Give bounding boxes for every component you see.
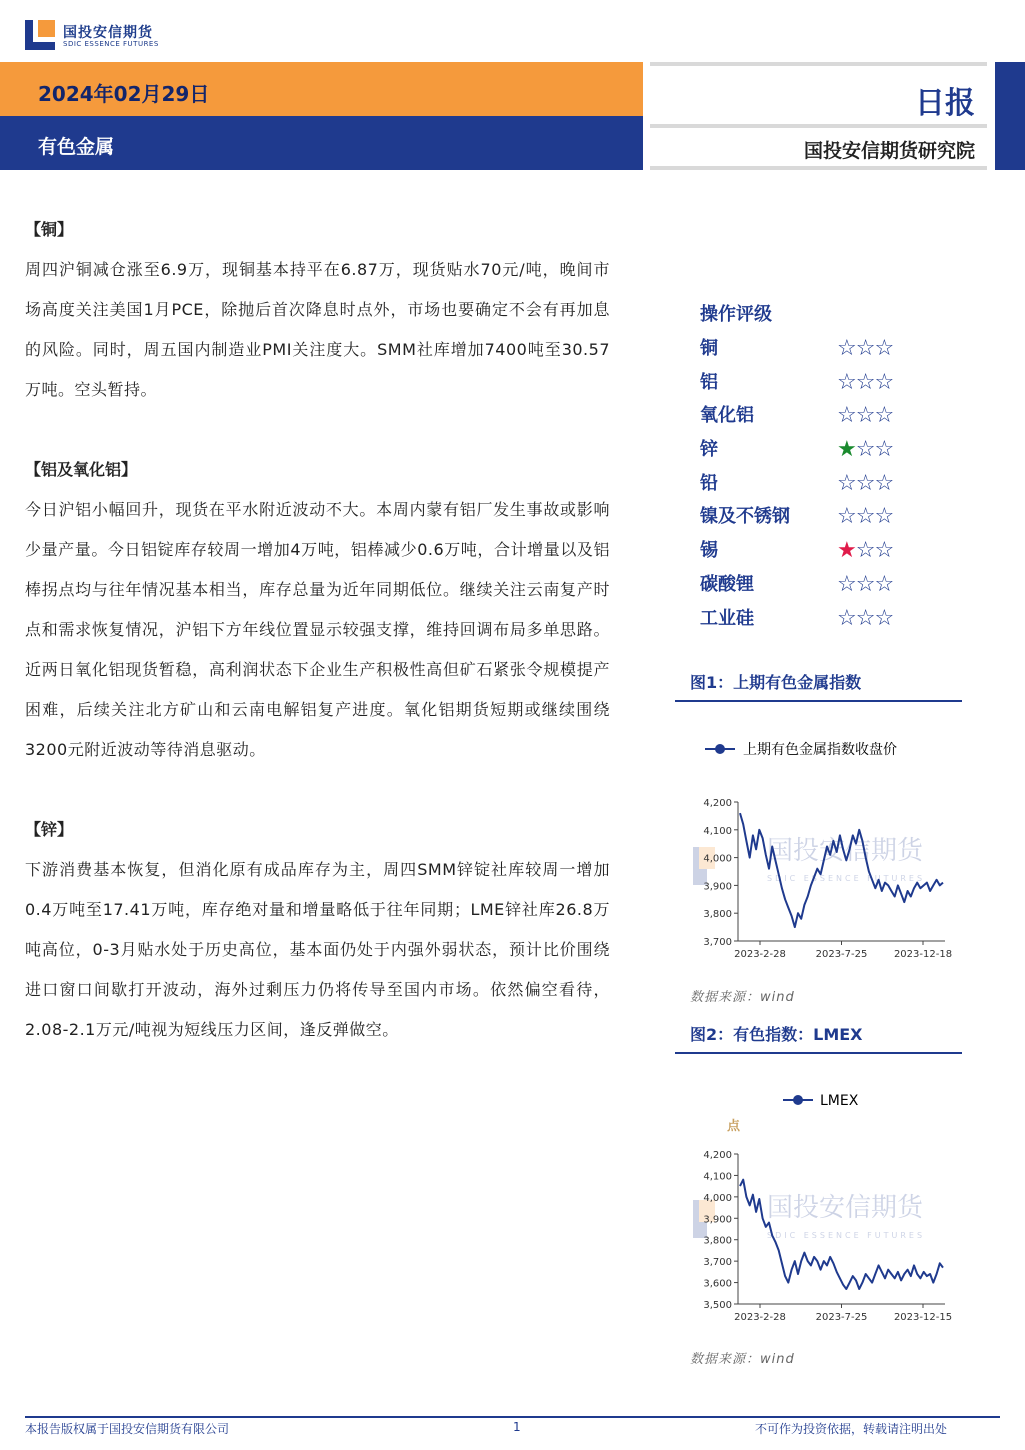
footer-rule	[25, 1416, 1000, 1418]
rating-stars	[837, 568, 893, 602]
watermark-en: SDIC ESSENCE FUTURES	[767, 1231, 926, 1240]
star-outline-icon: ☆	[837, 504, 856, 530]
star-outline-icon: ☆	[855, 336, 875, 361]
y-tick-label: 3,900	[703, 1214, 732, 1226]
legend	[783, 1093, 859, 1109]
section-copper	[25, 210, 610, 410]
x-tick-label: 2023-7-25	[815, 1312, 868, 1323]
figure-1-title: 图1：上期有色金属指数	[690, 673, 862, 692]
date-bar	[0, 62, 643, 116]
y-tick-label: 4,200	[703, 798, 732, 809]
y-tick-label: 3,600	[703, 1278, 732, 1290]
rating-row	[700, 568, 960, 602]
star-outline-icon: ☆	[837, 403, 856, 429]
figure-1-rule	[675, 700, 962, 702]
page-number: 1	[513, 1420, 521, 1434]
report-type-block	[650, 62, 987, 170]
rating-stars	[837, 534, 893, 568]
y-unit-label: 点	[727, 1119, 741, 1134]
divider	[650, 124, 987, 128]
x-tick-label: 2023-12-18	[893, 949, 953, 960]
star-filled-icon: ★	[837, 538, 856, 564]
rating-stars	[837, 399, 893, 433]
y-tick-label: 4,200	[703, 1150, 732, 1161]
legend-label: 上期有色金属指数收盘价	[743, 742, 897, 758]
section-zinc	[25, 810, 610, 1050]
figure-2-chart	[675, 1088, 965, 1332]
logo-mark-icon	[25, 20, 55, 50]
figure-2-source: 数据来源：wind	[690, 1352, 795, 1367]
report-sector: 有色金属	[38, 136, 115, 158]
rating-row	[700, 500, 960, 534]
rating-name: 铅	[700, 472, 718, 494]
star-outline-icon: ☆	[855, 437, 875, 463]
x-tick-label: 2023-12-15	[893, 1312, 953, 1323]
star-outline-icon: ☆	[874, 504, 894, 530]
y-tick-label: 3,800	[703, 1235, 732, 1247]
section-aluminium	[25, 450, 610, 770]
report-date: 2024年02月29日	[38, 82, 210, 106]
star-outline-icon: ☆	[874, 369, 894, 395]
rating-name: 氧化铝	[700, 405, 754, 427]
rating-row	[700, 467, 960, 501]
company-logo	[25, 18, 165, 52]
star-outline-icon: ☆	[837, 571, 856, 597]
series-line	[740, 813, 943, 927]
rating-stars	[837, 366, 893, 400]
y-tick-label: 4,000	[703, 1192, 732, 1204]
section-title: 【铝及氧化铝】	[25, 460, 138, 479]
figure-1-chart	[675, 735, 965, 967]
star-outline-icon: ☆	[874, 437, 894, 463]
section-title: 【锌】	[25, 820, 74, 839]
rating-name: 镍及不锈钢	[700, 506, 790, 528]
star-outline-icon: ☆	[855, 605, 875, 631]
rating-row	[700, 534, 960, 568]
star-outline-icon: ☆	[837, 369, 856, 395]
figure-2-rule	[675, 1052, 962, 1054]
section-title: 【铜】	[25, 220, 74, 239]
divider	[650, 62, 987, 66]
rating-name: 锌	[700, 439, 718, 461]
legend-label: LMEX	[820, 1093, 859, 1109]
rating-name: 铜	[700, 338, 718, 359]
rating-name: 工业硅	[700, 607, 754, 629]
y-tick-label: 3,700	[703, 1257, 732, 1269]
footer-copyright: 本报告版权属于国投安信期货有限公司	[25, 1422, 230, 1436]
y-tick-label: 3,700	[703, 937, 732, 948]
section-body: 下游消费基本恢复，但消化原有成品库存为主，周四SMM锌锭社库较周一增加0.4万吨至17.41万吨，库存绝对量和增量略低于往年同期；LME锌社库26.8万吨高位，0-3月贴水处于历史高位，基本面仍处于内强外弱状态，预计比价围绕进口窗口间歇打开波动，海外过剩压力仍将传导至国内市场。依然偏空看待，2.08-2.1万元/吨视为短线压力区间，逢反弹做空。	[25, 860, 610, 1039]
rating-row	[700, 602, 960, 636]
rating-name: 铝	[700, 371, 718, 393]
footer-disclaimer: 不可作为投资依据，转载请注明出处	[755, 1422, 948, 1436]
rating-table	[700, 298, 960, 635]
rating-stars	[837, 602, 893, 636]
star-outline-icon: ☆	[874, 336, 894, 361]
rating-stars	[837, 332, 893, 366]
star-outline-icon: ☆	[874, 605, 894, 631]
rating-row	[700, 366, 960, 400]
report-type: 日报	[915, 86, 975, 121]
rating-name: 碳酸锂	[700, 573, 754, 595]
star-outline-icon: ☆	[855, 369, 875, 395]
star-outline-icon: ☆	[874, 470, 894, 496]
logo-name-en: SDIC ESSENCE FUTURES	[63, 40, 159, 48]
x-tick-label: 2023-2-28	[734, 949, 786, 960]
star-outline-icon: ☆	[837, 336, 856, 361]
logo-name-cn: 国投安信期货	[63, 25, 153, 41]
rating-row	[700, 433, 960, 467]
header-corner-block	[995, 62, 1025, 170]
y-tick-label: 3,800	[703, 909, 732, 921]
legend	[705, 741, 897, 758]
section-body: 今日沪铝小幅回升，现货在平水附近波动不大。本周内蒙有铝厂发生事故或影响少量产量。今日铝锭库存较周一增加4万吨，铝棒减少0.6万吨，合计增量以及铝棒拐点均与往年情况基本相当，库存总量为近年同期低位。继续关注云南复产时点和需求恢复情况，沪铝下方年线位置显示较强支撑，维持回调布局多单思路。近两日氧化铝现货暂稳，高利润状态下企业生产积极性高但矿石紧张令规模提产困难，后续关注北方矿山和云南电解铝复产进度。氧化铝期货短期或继续围绕3200元附近波动等待消息驱动。	[25, 500, 610, 759]
y-tick-label: 3,500	[703, 1300, 732, 1311]
divider	[650, 166, 987, 170]
figure-2-title: 图2：有色指数：LMEX	[690, 1025, 863, 1044]
star-filled-icon: ★	[837, 437, 856, 463]
rating-stars	[837, 467, 893, 501]
y-tick-label: 3,900	[703, 881, 732, 893]
star-outline-icon: ☆	[837, 470, 856, 496]
sector-bar	[0, 116, 643, 170]
star-outline-icon: ☆	[874, 403, 894, 429]
star-outline-icon: ☆	[855, 403, 875, 429]
star-outline-icon: ☆	[837, 605, 856, 631]
report-content	[25, 210, 610, 1090]
rating-stars	[837, 500, 893, 534]
rating-row	[700, 332, 960, 366]
section-body: 周四沪铜减仓涨至6.9万，现铜基本持平在6.87万，现货贴水70元/吨，晚间市场高度关注美国1月PCE，除抛后首次降息时点外，市场也要确定不会有再加息的风险。同时，周五国内制造业PMI关注度大。SMM社库增加7400吨至30.57万吨。空头暂持。	[25, 260, 610, 399]
watermark-cn: 国投安信期货	[767, 1193, 924, 1223]
rating-row	[700, 399, 960, 433]
institute-name: 国投安信期货研究院	[803, 140, 975, 162]
watermark-en: SDIC ESSENCE FUTURES	[767, 874, 926, 883]
watermark-cn: 国投安信期货	[767, 836, 924, 866]
legend-marker	[715, 744, 725, 754]
x-tick-label: 2023-7-25	[815, 949, 868, 960]
star-outline-icon: ☆	[874, 538, 894, 564]
figure-1-source: 数据来源：wind	[690, 990, 795, 1005]
star-outline-icon: ☆	[874, 571, 894, 597]
star-outline-icon: ☆	[855, 538, 875, 564]
y-tick-label: 4,100	[703, 825, 732, 837]
rating-stars	[837, 433, 893, 467]
y-tick-label: 4,000	[703, 853, 732, 865]
legend-marker	[793, 1095, 803, 1105]
star-outline-icon: ☆	[855, 571, 875, 597]
star-outline-icon: ☆	[855, 504, 875, 530]
rating-title: 操作评级	[700, 304, 772, 325]
star-outline-icon: ☆	[855, 470, 875, 496]
rating-name: 锡	[700, 540, 718, 562]
x-tick-label: 2023-2-28	[734, 1312, 786, 1323]
y-tick-label: 4,100	[703, 1171, 732, 1183]
